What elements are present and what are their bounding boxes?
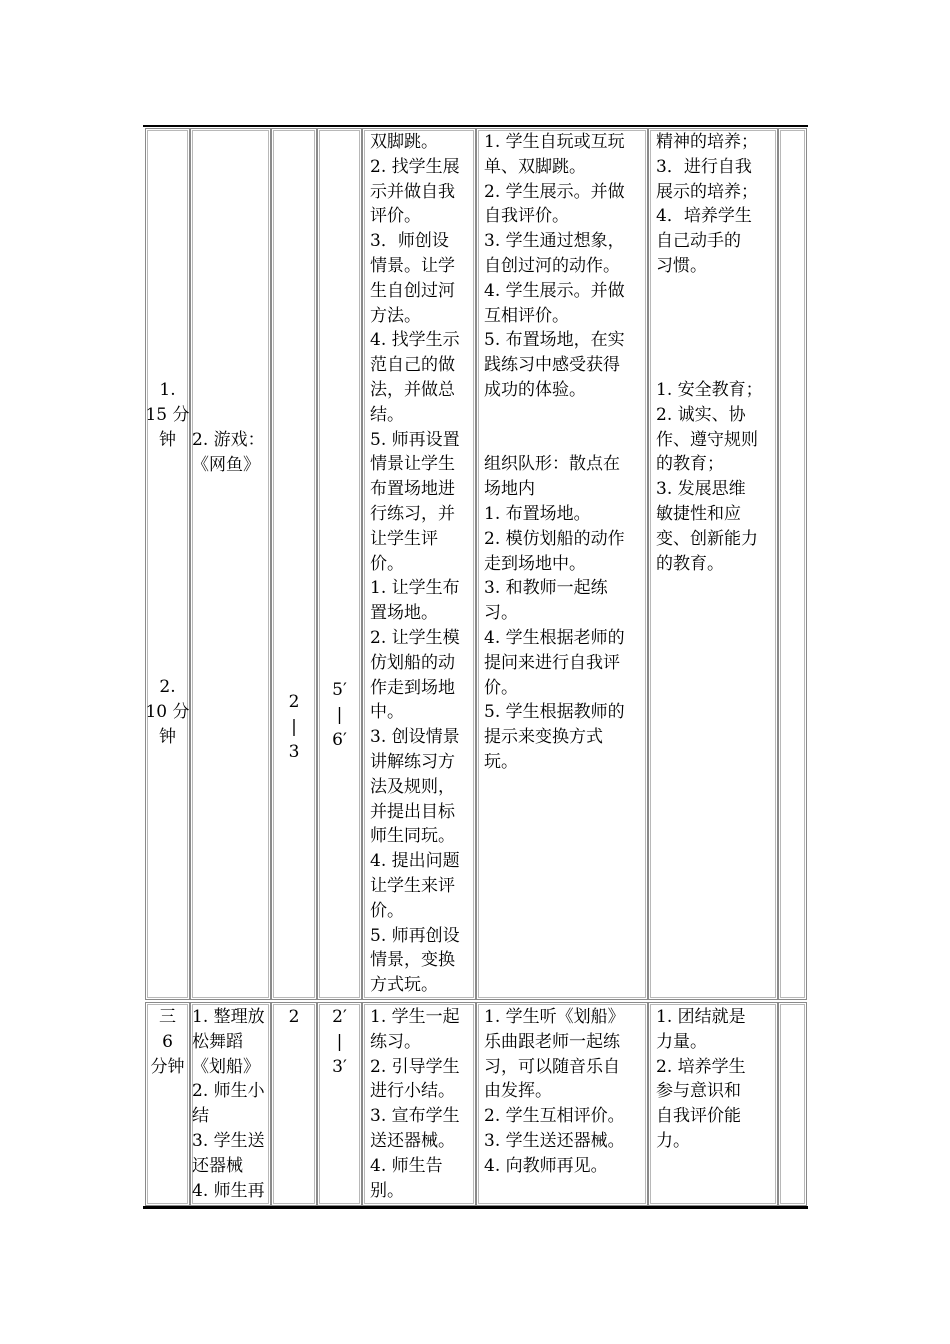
text-line: 方式玩。: [370, 975, 438, 996]
row1-count-text: [271, 690, 317, 764]
text-line: 展示的培养；: [656, 181, 758, 202]
text-line: 走到场地中。: [484, 553, 586, 574]
text-line: 行练习，并: [370, 503, 455, 524]
row1-student-text: [484, 130, 646, 775]
text-line: 作、遵守规则: [656, 429, 758, 450]
row2-student-text: [484, 1005, 646, 1179]
row2-teacher-text: [370, 1005, 474, 1203]
row1-teacher-text: [370, 130, 474, 998]
text-line: 自我评价能: [656, 1106, 741, 1127]
text-line: 精神的培养；: [656, 132, 758, 152]
text-line: 布置场地进: [370, 479, 455, 500]
text-line: 1. 布置场地。: [484, 503, 591, 524]
text-line: 习惯。: [656, 255, 707, 276]
text-line: 4. 向教师再见。: [484, 1155, 608, 1176]
text-line: 方法。: [370, 305, 421, 326]
text-line: 敏捷性和应: [656, 503, 741, 524]
text-line: 参与意识和: [656, 1081, 741, 1102]
text-line: 成功的体验。: [484, 379, 586, 400]
text-line: 自我评价。: [484, 206, 569, 227]
text-line: 三: [159, 1007, 176, 1027]
text-line: 范自己的做: [370, 355, 455, 376]
text-line: 1. 整理放: [192, 1007, 265, 1027]
text-line: 提问来进行自我评: [484, 652, 620, 673]
text-line: 松舞蹈: [192, 1031, 243, 1052]
text-line: 2. 学生互相评价。: [484, 1106, 625, 1127]
text-line: 2.: [159, 677, 176, 697]
lesson-plan-table: [143, 125, 808, 1210]
row1-count-cell: [271, 128, 317, 1000]
text-line: 练习。: [370, 1031, 421, 1052]
row1-time-cell: [145, 128, 190, 1000]
text-line: 2. 模仿划船的动作: [484, 528, 625, 549]
text-line: 3. 宣布学生: [370, 1106, 460, 1127]
text-line: |: [291, 716, 297, 737]
text-line: 价。: [370, 553, 404, 574]
text-line: 1. 让学生布: [370, 578, 460, 599]
text-line: 置场地。: [370, 603, 438, 624]
text-line: 2: [288, 1007, 300, 1027]
text-line: 5. 学生根据教师的: [484, 702, 625, 723]
text-line: 3. 学生通过想象，: [484, 231, 625, 252]
text-line: 并提出目标: [370, 801, 455, 822]
text-line: 示并做自我: [370, 181, 455, 202]
text-line: 3. 学生送还器械。: [484, 1130, 625, 1151]
text-line: 3. 创设情景: [370, 727, 460, 748]
text-line: 法及规则，: [370, 776, 455, 797]
text-line: 3. 学生送: [192, 1130, 265, 1151]
row2-time-text: [145, 1005, 190, 1079]
text-line: 5′: [332, 680, 347, 700]
text-line: 3′: [332, 1056, 347, 1077]
text-line: 情景，变换: [370, 950, 455, 971]
text-line: 评价。: [370, 206, 421, 227]
text-line: 价。: [484, 677, 518, 698]
text-line: 仿划船的动: [370, 652, 455, 673]
text-line: |: [336, 1031, 343, 1052]
text-line: 2. 师生小: [192, 1081, 265, 1102]
text-line: 2. 培养学生: [656, 1056, 746, 1077]
text-line: 情景让学生: [370, 454, 455, 475]
text-line: 4. 提出问题: [370, 851, 460, 872]
text-line: 1. 学生听《划船》: [484, 1007, 625, 1027]
text-line: 让学生评: [370, 528, 438, 549]
text-line: |: [336, 704, 343, 725]
text-line: 3: [288, 741, 300, 762]
text-line: 4. 学生根据老师的: [484, 627, 625, 648]
text-line: 生自创过河: [370, 280, 455, 301]
text-line: 价。: [370, 900, 404, 921]
text-line: 15 分: [145, 404, 190, 425]
text-line: 钟: [159, 726, 176, 747]
text-line: 乐曲跟老师一起练: [484, 1031, 620, 1052]
text-line: 组织队形：散点在: [484, 454, 620, 475]
row2-goals-text: [656, 1005, 778, 1154]
text-line: 4. 师生再: [192, 1180, 265, 1201]
row2-count-cell: [271, 1002, 317, 1206]
text-line: 作走到场地: [370, 677, 455, 698]
row1-time-a: [145, 378, 190, 452]
row2-extra-cell: [778, 1002, 807, 1206]
text-line: 1. 学生自玩或互玩: [484, 132, 625, 152]
text-line: 2. 让学生模: [370, 627, 460, 648]
text-line: 力。: [656, 1130, 690, 1151]
text-line: 互相评价。: [484, 305, 569, 326]
text-line: 单、双脚跳。: [484, 156, 586, 177]
text-line: 践练习中感受获得: [484, 355, 620, 376]
text-line: 力量。: [656, 1031, 707, 1052]
text-line: 3．师创设: [370, 231, 449, 252]
text-line: 2. 游戏：: [192, 430, 265, 450]
row2-duration-text: [317, 1005, 362, 1079]
text-line: 由发挥。: [484, 1081, 552, 1102]
text-line: 1. 安全教育；: [656, 380, 763, 400]
text-line: 结。: [370, 404, 404, 425]
text-line: 《网鱼》: [192, 454, 260, 475]
row1-time-b: [145, 675, 190, 749]
table-bottom-border: [143, 1206, 808, 1209]
text-line: 2. 引导学生: [370, 1056, 460, 1077]
text-line: 师生同玩。: [370, 826, 455, 847]
text-line: 提示来变换方式: [484, 727, 603, 748]
text-line: 1. 学生一起: [370, 1007, 460, 1027]
text-line: 4. 师生告: [370, 1155, 443, 1176]
text-line: 习。: [484, 603, 518, 624]
text-line: 2: [288, 692, 300, 712]
text-line: 2. 学生展示。并做: [484, 181, 625, 202]
row2-count-text: [271, 1005, 317, 1030]
text-line: 情景。让学: [370, 255, 455, 276]
text-line: 5. 师再设置: [370, 429, 460, 450]
text-line: 法，并做总: [370, 379, 455, 400]
text-line: 4. 学生展示。并做: [484, 280, 625, 301]
text-line: 4. 找学生示: [370, 330, 460, 351]
row1-goals-text-a: [656, 130, 778, 279]
text-line: 自己动手的: [656, 231, 741, 252]
text-line: 送还器械。: [370, 1130, 455, 1151]
text-line: 自创过河的动作。: [484, 255, 620, 276]
text-line: [484, 403, 646, 428]
text-line: 变、创新能力: [656, 528, 758, 549]
text-line: 3. 发展思维: [656, 479, 746, 500]
row1-goals-text-b: [656, 378, 778, 576]
text-line: 1.: [159, 380, 176, 400]
text-line: 还器械: [192, 1155, 243, 1176]
text-line: 习，可以随音乐自: [484, 1056, 620, 1077]
text-line: 6: [162, 1031, 173, 1052]
text-line: 2. 找学生展: [370, 156, 460, 177]
text-line: 6′: [332, 729, 347, 750]
text-line: 3. 和教师一起练: [484, 578, 608, 599]
row1-duration-cell: [317, 128, 362, 1000]
text-line: 5. 师再创设: [370, 925, 460, 946]
table-top-border: [143, 125, 808, 127]
text-line: 4．培养学生: [656, 206, 752, 227]
text-line: 结: [192, 1106, 209, 1127]
text-line: 讲解练习方: [370, 751, 455, 772]
text-line: 进行小结。: [370, 1081, 455, 1102]
text-line: 2′: [332, 1007, 347, 1027]
text-line: [484, 428, 646, 453]
row1-content-text: [192, 428, 272, 478]
row1-extra-cell: [778, 128, 807, 1000]
row1-duration-text: [317, 678, 362, 752]
text-line: 3．进行自我: [656, 156, 752, 177]
row2-content-text: [192, 1005, 272, 1203]
text-line: 让学生来评: [370, 875, 455, 896]
text-line: 的教育；: [656, 454, 724, 475]
text-line: 1. 团结就是: [656, 1007, 746, 1027]
text-line: 《划船》: [192, 1056, 260, 1077]
text-line: 分钟: [150, 1056, 185, 1077]
text-line: 别。: [370, 1180, 404, 1201]
text-line: 5. 布置场地，在实: [484, 330, 625, 351]
text-line: 双脚跳。: [370, 132, 438, 152]
text-line: 玩。: [484, 751, 518, 772]
text-line: 中。: [370, 702, 404, 723]
text-line: 钟: [159, 429, 176, 450]
text-line: 场地内: [484, 479, 535, 500]
text-line: 的教育。: [656, 553, 724, 574]
text-line: 10 分: [145, 701, 190, 722]
text-line: 2. 诚实、协: [656, 404, 746, 425]
row1-content-cell: [190, 128, 271, 1000]
